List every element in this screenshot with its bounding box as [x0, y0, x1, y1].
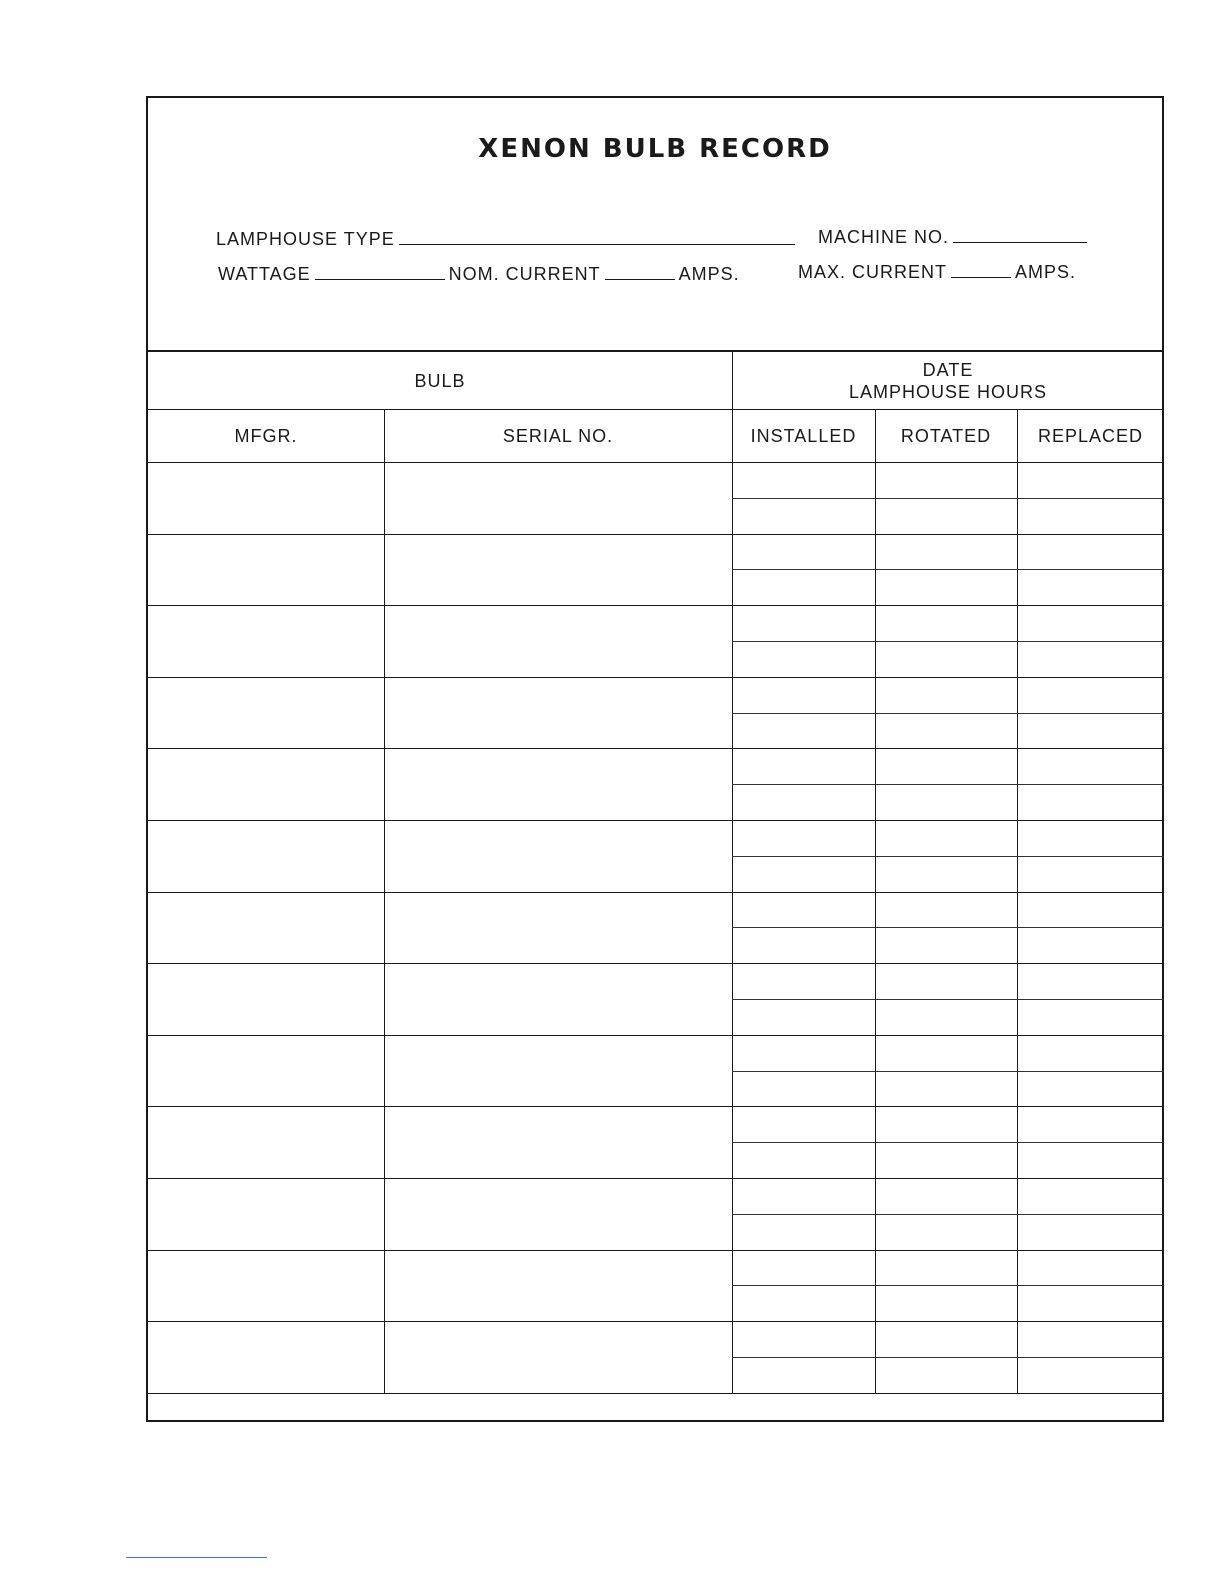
mfgr-cell[interactable] — [148, 534, 384, 606]
footnote-rule — [126, 1557, 267, 1558]
replaced-cell[interactable] — [1017, 641, 1164, 677]
rotated-cell[interactable] — [875, 677, 1017, 713]
group-divider — [732, 352, 733, 410]
wattage-field[interactable] — [315, 278, 445, 280]
replaced-cell[interactable] — [1017, 569, 1164, 605]
serial-no-cell[interactable] — [384, 892, 732, 964]
serial-no-cell[interactable] — [384, 462, 732, 534]
installed-cell[interactable] — [732, 1321, 875, 1357]
serial-no-cell[interactable] — [384, 1106, 732, 1178]
rotated-cell[interactable] — [875, 605, 1017, 641]
installed-cell[interactable] — [732, 641, 875, 677]
replaced-cell[interactable] — [1017, 1285, 1164, 1321]
replaced-cell[interactable] — [1017, 1357, 1164, 1393]
rotated-cell[interactable] — [875, 1321, 1017, 1357]
replaced-cell[interactable] — [1017, 784, 1164, 820]
rotated-cell[interactable] — [875, 1035, 1017, 1071]
replaced-cell[interactable] — [1017, 856, 1164, 892]
installed-cell[interactable] — [732, 1035, 875, 1071]
sub-row-rule — [732, 856, 1164, 857]
sub-row-rule — [732, 1285, 1164, 1286]
serial-no-cell[interactable] — [384, 963, 732, 1035]
mfgr-cell[interactable] — [148, 605, 384, 677]
date-label: DATE — [922, 360, 974, 380]
mfgr-cell[interactable] — [148, 892, 384, 964]
rotated-cell[interactable] — [875, 641, 1017, 677]
date-lamphouse-hours-group-header — [732, 352, 1164, 410]
rotated-cell[interactable] — [875, 1285, 1017, 1321]
column-header-replaced: REPLACED — [1037, 426, 1144, 446]
replaced-cell[interactable] — [1017, 605, 1164, 641]
serial-no-cell[interactable] — [384, 820, 732, 892]
rotated-cell[interactable] — [875, 892, 1017, 928]
column-header-mfgr: MFGR. — [234, 426, 298, 446]
installed-cell[interactable] — [732, 462, 875, 498]
replaced-cell[interactable] — [1017, 462, 1164, 498]
replaced-cell[interactable] — [1017, 963, 1164, 999]
installed-cell[interactable] — [732, 927, 875, 963]
replaced-cell[interactable] — [1017, 748, 1164, 784]
replaced-cell[interactable] — [1017, 999, 1164, 1035]
installed-cell[interactable] — [732, 1285, 875, 1321]
xenon-bulb-record-form — [146, 96, 1164, 1422]
rotated-cell[interactable] — [875, 1071, 1017, 1107]
replaced-cell[interactable] — [1017, 892, 1164, 928]
rotated-cell[interactable] — [875, 1178, 1017, 1214]
rotated-cell[interactable] — [875, 1142, 1017, 1178]
replaced-cell[interactable] — [1017, 1035, 1164, 1071]
rotated-cell[interactable] — [875, 462, 1017, 498]
lamphouse-hours-label: LAMPHOUSE HOURS — [848, 382, 1048, 402]
replaced-cell[interactable] — [1017, 534, 1164, 570]
installed-cell[interactable] — [732, 605, 875, 641]
sub-row-rule — [732, 1142, 1164, 1143]
replaced-cell[interactable] — [1017, 713, 1164, 749]
installed-cell[interactable] — [732, 1071, 875, 1107]
mfgr-cell[interactable] — [148, 1250, 384, 1322]
sub-row-rule — [732, 641, 1164, 642]
rotated-cell[interactable] — [875, 498, 1017, 534]
installed-cell[interactable] — [732, 856, 875, 892]
machine-no-label: MACHINE NO. — [818, 227, 950, 247]
mfgr-cell[interactable] — [148, 963, 384, 1035]
rotated-cell[interactable] — [875, 748, 1017, 784]
wattage-label: WATTAGE — [218, 264, 311, 284]
mfgr-cell[interactable] — [148, 1178, 384, 1250]
max-current-field[interactable] — [951, 276, 1011, 278]
bulb-group-header: BULB — [414, 371, 466, 391]
sub-row-rule — [732, 784, 1164, 785]
installed-cell[interactable] — [732, 1178, 875, 1214]
installed-cell[interactable] — [732, 820, 875, 856]
rotated-cell[interactable] — [875, 534, 1017, 570]
serial-no-cell[interactable] — [384, 534, 732, 606]
rotated-cell[interactable] — [875, 820, 1017, 856]
replaced-cell[interactable] — [1017, 1214, 1164, 1250]
nom-current-field[interactable] — [605, 278, 675, 280]
installed-cell[interactable] — [732, 748, 875, 784]
installed-cell[interactable] — [732, 1250, 875, 1286]
sub-row-rule — [732, 569, 1164, 570]
sub-row-rule — [732, 1214, 1164, 1215]
replaced-cell[interactable] — [1017, 1178, 1164, 1214]
serial-no-cell[interactable] — [384, 605, 732, 677]
replaced-cell[interactable] — [1017, 820, 1164, 856]
replaced-cell[interactable] — [1017, 927, 1164, 963]
replaced-cell[interactable] — [1017, 1071, 1164, 1107]
installed-cell[interactable] — [732, 784, 875, 820]
installed-cell[interactable] — [732, 569, 875, 605]
mfgr-cell[interactable] — [148, 1106, 384, 1178]
replaced-cell[interactable] — [1017, 677, 1164, 713]
sub-row-rule — [732, 927, 1164, 928]
rotated-cell[interactable] — [875, 1214, 1017, 1250]
column-header-rotated: ROTATED — [900, 426, 992, 446]
max-amps-label: AMPS. — [1015, 262, 1077, 282]
installed-cell[interactable] — [732, 498, 875, 534]
mfgr-cell[interactable] — [148, 677, 384, 749]
nom-current-label: NOM. CURRENT — [448, 264, 601, 284]
column-header-installed: INSTALLED — [750, 426, 857, 446]
installed-cell[interactable] — [732, 713, 875, 749]
installed-cell[interactable] — [732, 1357, 875, 1393]
rotated-cell[interactable] — [875, 784, 1017, 820]
rotated-cell[interactable] — [875, 856, 1017, 892]
replaced-cell[interactable] — [1017, 1142, 1164, 1178]
mfgr-cell[interactable] — [148, 1035, 384, 1107]
lamphouse-type-field[interactable] — [399, 243, 795, 245]
installed-cell[interactable] — [732, 892, 875, 928]
wattage-row — [218, 264, 740, 285]
rotated-cell[interactable] — [875, 927, 1017, 963]
installed-cell[interactable] — [732, 1106, 875, 1142]
max-current-row — [798, 262, 1076, 283]
form-header — [148, 98, 1162, 352]
max-current-label: MAX. CURRENT — [798, 262, 948, 282]
rotated-cell[interactable] — [875, 1250, 1017, 1286]
installed-cell[interactable] — [732, 534, 875, 570]
installed-cell[interactable] — [732, 963, 875, 999]
installed-cell[interactable] — [732, 677, 875, 713]
machine-no-field[interactable] — [953, 241, 1087, 243]
replaced-cell[interactable] — [1017, 498, 1164, 534]
mfgr-cell[interactable] — [148, 820, 384, 892]
sub-row-rule — [732, 713, 1164, 714]
replaced-cell[interactable] — [1017, 1250, 1164, 1286]
lamphouse-type-row — [216, 229, 799, 250]
rotated-cell[interactable] — [875, 999, 1017, 1035]
mfgr-cell[interactable] — [148, 1321, 384, 1393]
rotated-cell[interactable] — [875, 1357, 1017, 1393]
sub-row-rule — [732, 498, 1164, 499]
column-header-serial-no: SERIAL NO. — [502, 426, 614, 446]
nom-amps-label: AMPS. — [678, 264, 740, 284]
mfgr-cell[interactable] — [148, 748, 384, 820]
machine-no-row — [818, 227, 1091, 248]
installed-cell[interactable] — [732, 1142, 875, 1178]
serial-no-cell[interactable] — [384, 1178, 732, 1250]
serial-no-cell[interactable] — [384, 1321, 732, 1393]
sub-row-rule — [732, 999, 1164, 1000]
installed-cell[interactable] — [732, 999, 875, 1035]
sub-row-rule — [732, 1071, 1164, 1072]
rotated-cell[interactable] — [875, 963, 1017, 999]
lamphouse-type-label: LAMPHOUSE TYPE — [216, 229, 395, 249]
rotated-cell[interactable] — [875, 569, 1017, 605]
page-title: XENON BULB RECORD — [478, 134, 832, 164]
serial-no-cell[interactable] — [384, 1035, 732, 1107]
mfgr-cell[interactable] — [148, 462, 384, 534]
installed-cell[interactable] — [732, 1214, 875, 1250]
replaced-cell[interactable] — [1017, 1321, 1164, 1357]
serial-no-cell[interactable] — [384, 748, 732, 820]
row-rule — [148, 1393, 1164, 1394]
rotated-cell[interactable] — [875, 1106, 1017, 1142]
serial-no-cell[interactable] — [384, 1250, 732, 1322]
replaced-cell[interactable] — [1017, 1106, 1164, 1142]
sub-row-rule — [732, 1357, 1164, 1358]
rotated-cell[interactable] — [875, 713, 1017, 749]
serial-no-cell[interactable] — [384, 677, 732, 749]
